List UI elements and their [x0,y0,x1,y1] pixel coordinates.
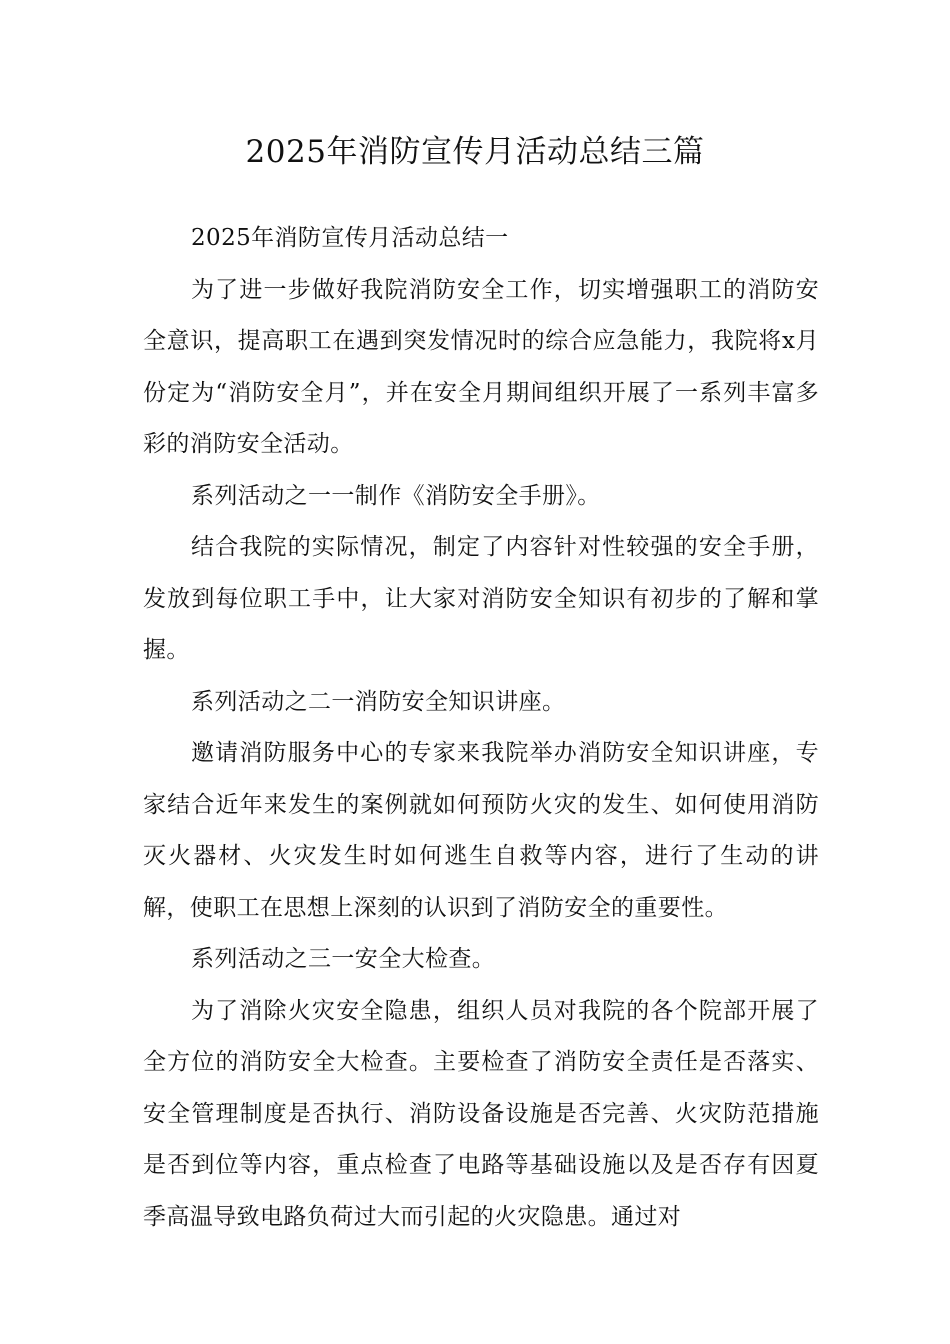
activity-three-heading: 系列活动之三一安全大检查。 [191,946,496,972]
document-body [143,213,819,1243]
document-title: 2025年消防宣传月活动总结三篇 [245,134,705,170]
activity-one-heading: 系列活动之一一制作《消防安全手册》。 [191,482,601,509]
section-heading-one: 2025年消防宣传月活动总结一 [191,225,509,251]
intro-paragraph: 为了进一步做好我院消防安全工作，切实增强职工的消防安全意识，提高职工在遇到突发情况时的综合应急能力，我院将x月份定为“消防安全月”，并在安全月期间组织开展了一系列丰富多彩的消防安全活动。 [143,276,819,457]
activity-one-paragraph: 结合我院的实际情况，制定了内容针对性较强的安全手册，发放到每位职工手中，让大家对消防安全知识有初步的了解和掌握。 [143,534,819,663]
activity-two-heading: 系列活动之二一消防安全知识讲座。 [191,688,566,715]
activity-two-paragraph: 邀请消防服务中心的专家来我院举办消防安全知识讲座，专家结合近年来发生的案例就如何预防火灾的发生、如何使用消防灭火器材、火灾发生时如何逃生自救等内容，进行了生动的讲解，使职工在思想上深刻的认识到了消防安全的重要性。 [143,740,819,921]
activity-three-paragraph: 为了消除火灾安全隐患，组织人员对我院的各个院部开展了全方位的消防安全大检查。主要检查了消防安全责任是否落实、安全管理制度是否执行、消防设备设施是否完善、火灾防范措施是否到位等内容，重点检查了电路等基础设施以及是否存有因夏季高温导致电路负荷过大而引起的火灾隐患。通过对 [143,997,819,1230]
